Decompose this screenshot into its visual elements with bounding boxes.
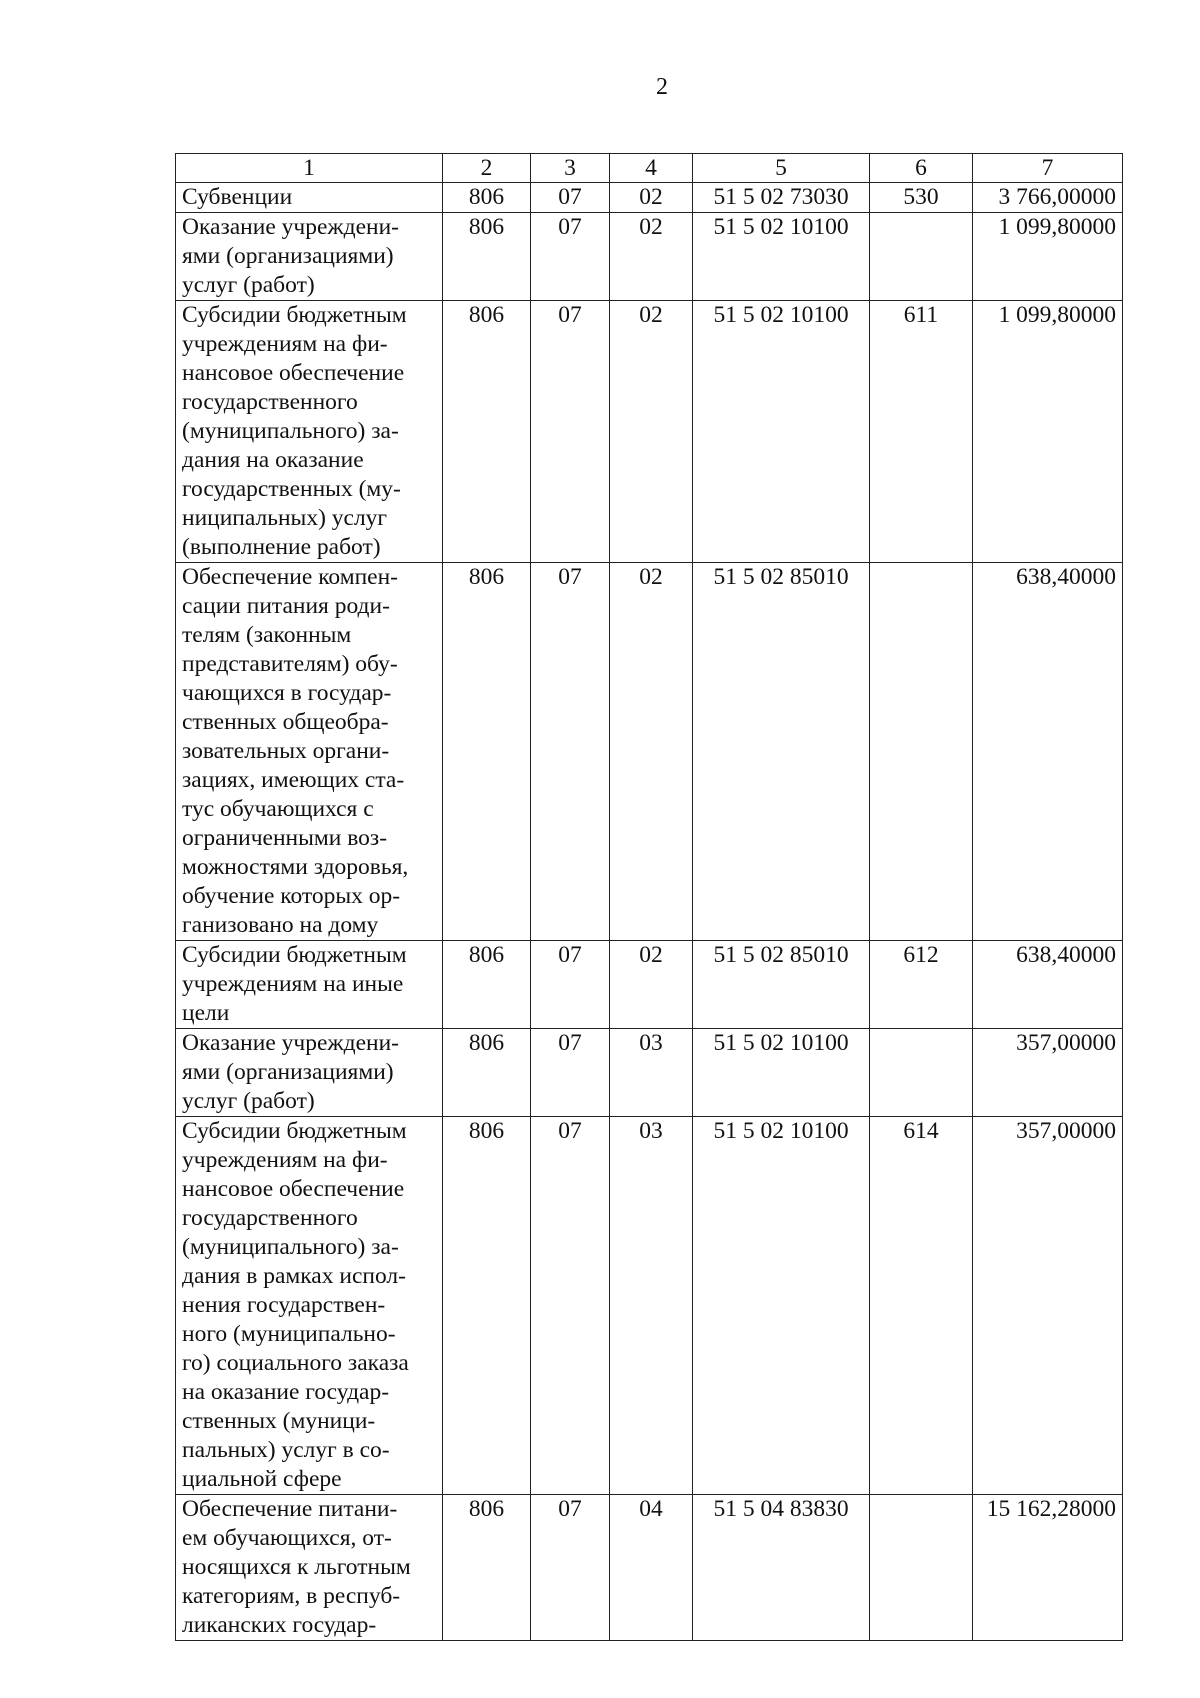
column-header: 2 [443, 154, 531, 183]
section-code: 07 [531, 213, 610, 301]
subsection-code: 03 [610, 1117, 693, 1495]
page-number: 2 [656, 74, 668, 100]
target-article-code: 51 5 02 10100 [693, 213, 870, 301]
subsection-code: 02 [610, 563, 693, 941]
amount-value: 357,00000 [973, 1029, 1123, 1117]
line-item-name: Субсидии бюджетным учреждениям на фи- нансовое обеспечение государственного (муниципального) за- дания в рамках испол- нения государствен- ного (муниципально- го) социального заказа на оказание государ- ственных (муници- пальных) услуг в со- циальной сфере [176, 1117, 443, 1495]
table-row [176, 1029, 1123, 1117]
table-row [176, 213, 1123, 301]
line-item-name: Субсидии бюджетным учреждениям на иные цели [176, 941, 443, 1029]
target-article-code: 51 5 02 10100 [693, 1117, 870, 1495]
line-item-name: Оказание учреждени- ями (организациями) услуг (работ) [176, 1029, 443, 1117]
ministry-code: 806 [443, 1029, 531, 1117]
line-item-name: Обеспечение компен- сации питания роди- телям (законным представителям) обу- чающихся в государ- ственных общеобра- зовательных органи- зациях, имеющих ста- тус обучающихся с ограниченными воз- можностями здоровья, обучение которых ор- ганизовано на дому [176, 563, 443, 941]
column-header: 1 [176, 154, 443, 183]
expense-type-code [870, 563, 973, 941]
amount-value: 3 766,00000 [973, 183, 1123, 213]
subsection-code: 03 [610, 1029, 693, 1117]
ministry-code: 806 [443, 1495, 531, 1641]
section-code: 07 [531, 563, 610, 941]
table-row [176, 183, 1123, 213]
amount-value: 1 099,80000 [973, 213, 1123, 301]
amount-value: 357,00000 [973, 1117, 1123, 1495]
column-header: 6 [870, 154, 973, 183]
table-header-row [176, 154, 1123, 183]
expense-type-code: 612 [870, 941, 973, 1029]
table-row [176, 1495, 1123, 1641]
expense-type-code [870, 1495, 973, 1641]
ministry-code: 806 [443, 941, 531, 1029]
amount-value: 1 099,80000 [973, 301, 1123, 563]
table-body [176, 183, 1123, 1641]
section-code: 07 [531, 301, 610, 563]
expense-type-code [870, 1029, 973, 1117]
ministry-code: 806 [443, 563, 531, 941]
amount-value: 638,40000 [973, 941, 1123, 1029]
budget-table [175, 153, 1123, 1641]
target-article-code: 51 5 02 85010 [693, 941, 870, 1029]
target-article-code: 51 5 02 73030 [693, 183, 870, 213]
line-item-name: Обеспечение питани- ем обучающихся, от- носящихся к льготным категориям, в респуб- ликанских государ- [176, 1495, 443, 1641]
section-code: 07 [531, 1495, 610, 1641]
subsection-code: 04 [610, 1495, 693, 1641]
table-row [176, 1117, 1123, 1495]
target-article-code: 51 5 02 10100 [693, 301, 870, 563]
section-code: 07 [531, 1117, 610, 1495]
subsection-code: 02 [610, 213, 693, 301]
section-code: 07 [531, 1029, 610, 1117]
column-header: 7 [973, 154, 1123, 183]
target-article-code: 51 5 02 10100 [693, 1029, 870, 1117]
expense-type-code [870, 213, 973, 301]
amount-value: 15 162,28000 [973, 1495, 1123, 1641]
subsection-code: 02 [610, 183, 693, 213]
column-header: 3 [531, 154, 610, 183]
line-item-name: Субсидии бюджетным учреждениям на фи- нансовое обеспечение государственного (муниципального) за- дания на оказание государственных (му- ниципальных) услуг (выполнение работ) [176, 301, 443, 563]
table-row [176, 563, 1123, 941]
line-item-name: Оказание учреждени- ями (организациями) услуг (работ) [176, 213, 443, 301]
subsection-code: 02 [610, 301, 693, 563]
section-code: 07 [531, 941, 610, 1029]
expense-type-code: 611 [870, 301, 973, 563]
column-header: 5 [693, 154, 870, 183]
expense-type-code: 530 [870, 183, 973, 213]
ministry-code: 806 [443, 213, 531, 301]
target-article-code: 51 5 04 83830 [693, 1495, 870, 1641]
ministry-code: 806 [443, 301, 531, 563]
ministry-code: 806 [443, 1117, 531, 1495]
ministry-code: 806 [443, 183, 531, 213]
table-row [176, 941, 1123, 1029]
target-article-code: 51 5 02 85010 [693, 563, 870, 941]
section-code: 07 [531, 183, 610, 213]
amount-value: 638,40000 [973, 563, 1123, 941]
table-row [176, 301, 1123, 563]
expense-type-code: 614 [870, 1117, 973, 1495]
column-header: 4 [610, 154, 693, 183]
subsection-code: 02 [610, 941, 693, 1029]
line-item-name: Субвенции [176, 183, 443, 213]
